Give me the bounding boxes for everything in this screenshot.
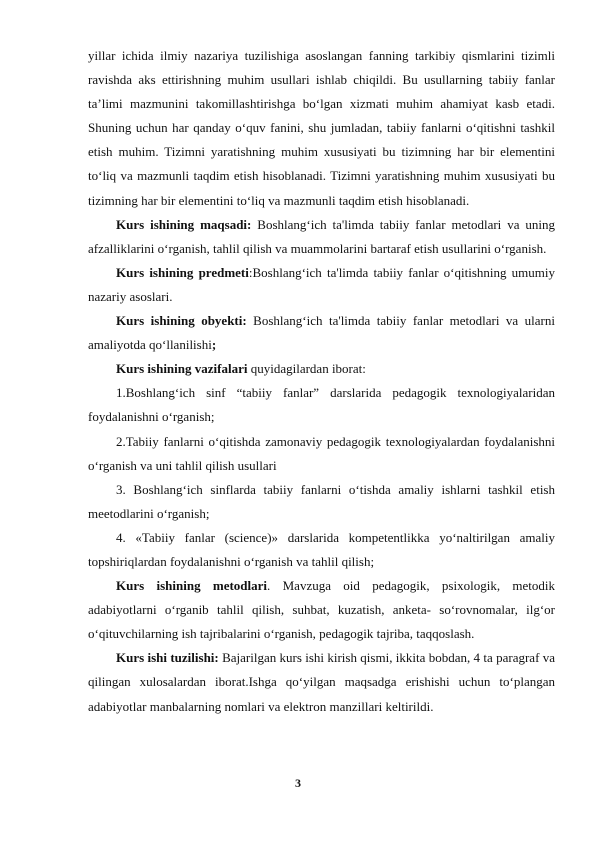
- course-subject-paragraph: [88, 261, 555, 309]
- course-structure-paragraph: [88, 646, 555, 718]
- course-object-label: Kurs ishining obyekti:: [116, 313, 247, 329]
- course-methods-paragraph: [88, 574, 555, 646]
- task-item-4: 4. «Tabiiy fanlar (science)» darslarida kompetentlikka yo‘naltirilgan amaliy topshiriqlardan foydalanishni o‘rganish va tahlil qilish;: [88, 529, 555, 569]
- course-subject-text: :Boshlang‘ich ta'limda tabiiy fanlar o‘qitishning umumiy nazariy asoslari.: [88, 264, 555, 304]
- course-methods-label: Kurs ishining metodlari: [116, 578, 268, 594]
- course-structure-label: Kurs ishi tuzilishi:: [116, 650, 219, 666]
- task-item-3: 3. Boshlang‘ich sinflarda tabiiy fanlarni o‘tishda amaliy ishlarni tashkil etish meetodlarini o‘rganish;: [88, 481, 555, 521]
- course-methods-text: . Mavzuga oid pedagogik, psixologik, metodik adabiyotlarni o‘rganib tahlil qilish, suhbat, kuzatish, anketa- so‘rovnomalar, ilg‘or o‘qituvchilarning ish tajribalarini o‘rganish, pedagogik tajriba, taqqoslash.: [88, 578, 555, 642]
- course-subject-label: Kurs ishining predmeti: [116, 264, 249, 280]
- course-object-text: Boshlang‘ich ta'limda tabiiy fanlar metodlari va ularni amaliyotda qo‘llanilishi: [88, 313, 555, 353]
- course-tasks-text: quyidagilardan iborat:: [247, 361, 366, 377]
- course-object-paragraph: [88, 309, 555, 357]
- course-tasks-paragraph: [88, 357, 555, 381]
- course-object-end: ;: [211, 337, 217, 353]
- task-item-1: 1.Boshlang‘ich sinf “tabiiy fanlar” darslarida pedagogik texnologiyalaridan foydalanishni o‘rganish;: [88, 385, 555, 425]
- course-structure-text: Bajarilgan kurs ishi kirish qismi, ikkita bobdan, 4 ta paragraf va qilingan xulosalardan iborat.Ishga qo‘yilgan maqsadga erishishi uchun to‘plangan adabiyotlar manbalarning nomlari va elektron manzillari keltirildi.: [88, 650, 555, 714]
- page-number: 3: [295, 776, 301, 790]
- course-goal-label: Kurs ishining maqsadi:: [116, 216, 252, 232]
- course-goal-text: Boshlang‘ich ta'limda tabiiy fanlar metodlari va uning afzalliklarini o‘rganish, tahlil qilish va muammolarini bartaraf etish usullarini o‘rganish.: [88, 216, 555, 256]
- task-item-2: 2.Tabiiy fanlarni o‘qitishda zamonaviy pedagogik texnologiyalardan foydalanishni o‘rganish va uni tahlil qilish usullari: [88, 433, 555, 473]
- intro-paragraph: yillar ichida ilmiy nazariya tuzilishiga asoslangan fanning tarkibiy qismlarini tizimli ravishda aks ettirishning muhim usullari ishlab chiqildi. Bu usullarning tabiiy fanlar ta’limi mazmunini takomillashtirishga bo‘lgan xizmati muhim ahamiyat kasb etadi. Shuning uchun har qanday o‘quv fanini, shu jumladan, tabiiy fanlarni o‘qitishni tashkil etish muhim. Tizimni yaratishning muhim xususiyati bu tizimning har bir elementini to‘liq va mazmunli taqdim etish hisoblanadi. Tizimni yaratishning muhim xususiyati bu tizimning har bir elementini to‘liq va mazmunli taqdim etish hisoblanadi.: [88, 48, 555, 208]
- body-text: [88, 44, 555, 719]
- course-tasks-label: Kurs ishining vazifalari: [116, 361, 248, 377]
- course-goal-paragraph: [88, 213, 555, 261]
